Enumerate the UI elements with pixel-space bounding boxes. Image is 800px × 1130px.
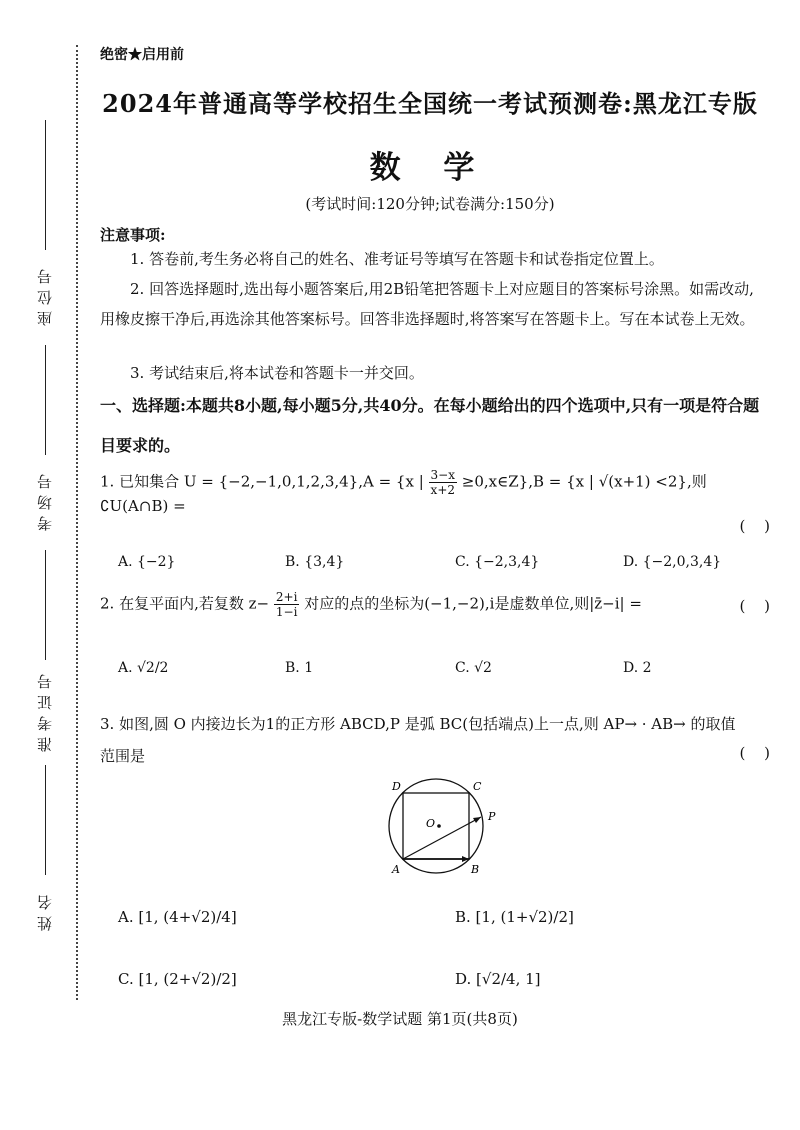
admission-number-label: 准考证号 <box>36 668 54 752</box>
label-o: O <box>426 817 436 830</box>
question-3: 3. 如图,圆 O 内接边长为1的正方形 ABCD,P 是弧 BC(包括端点)上一点,则 AP→ · AB→ 的取值范围是 <box>100 715 736 765</box>
label-a: A <box>392 863 400 876</box>
note-item-3: 3. 考试结束后,将本试卷和答题卡一并交回。 <box>130 364 424 382</box>
q1-frac-num: 3−x <box>430 468 456 482</box>
q3-option-b: B. [1, (1+√2)/2] <box>455 908 574 926</box>
q1-option-a: A. {−2} <box>118 554 176 570</box>
label-b: B <box>471 863 480 876</box>
q2-answer-paren: ( ) <box>739 597 770 615</box>
section-heading: 一、选择题:本题共8小题,每小题5分,共40分。在每小题给出的四个选项中,只有一项是符合题目要求的。 <box>100 396 760 455</box>
q2-option-d: D. 2 <box>623 660 652 676</box>
q2-fraction <box>274 590 300 619</box>
q3-option-a: A. [1, (4+√2)/4] <box>118 908 237 926</box>
exam-room-label: 考场号 <box>36 468 54 532</box>
question-2 <box>100 590 770 619</box>
seat-number-line <box>45 120 46 250</box>
exam-room-line <box>45 345 46 455</box>
exam-time-info: (考试时间:120分钟;试卷满分:150分) <box>305 195 555 213</box>
label-d: D <box>392 780 401 793</box>
q1-option-d: D. {−2,0,3,4} <box>623 554 722 570</box>
q1-fraction <box>429 468 457 497</box>
name-label: 姓名 <box>36 889 54 931</box>
q2-option-c: C. √2 <box>455 660 492 676</box>
q1-prefix: 1. 已知集合 U = {−2,−1,0,1,2,3,4},A = {x | <box>100 472 424 491</box>
q2-suffix: 对应的点的坐标为(−1,−2),i是虚数单位,则|z̄−i| = <box>304 594 642 613</box>
label-c: C <box>473 780 482 793</box>
q2-frac-den: 1−i <box>275 605 298 619</box>
seat-number-label: 座位号 <box>36 263 54 327</box>
q3-option-d: D. [√2/4, 1] <box>455 970 541 988</box>
vector-ap-arrow <box>473 817 481 823</box>
q1-frac-den: x+2 <box>430 483 456 497</box>
q1-option-c: C. {−2,3,4} <box>455 554 540 570</box>
binding-dotted-line <box>76 45 78 1000</box>
q3-option-c: C. [1, (2+√2)/2] <box>118 970 237 988</box>
q2-prefix: 2. 在复平面内,若复数 z− <box>100 594 270 613</box>
q2-frac-num: 2+i <box>275 590 298 604</box>
admission-number-line <box>45 550 46 660</box>
note-item-2: 2. 回答选择题时,选出每小题答案后,用2B铅笔把答题卡上对应题目的答案标号涂黑。如需改动,用橡皮擦干净后,再选涂其他答案标号。回答非选择题时,将答案写在答题卡上。写在本试卷上无效。 <box>100 280 755 328</box>
notes-heading: 注意事项: <box>100 226 166 244</box>
question-1 <box>100 468 770 515</box>
q1-option-b: B. {3,4} <box>285 554 345 570</box>
q1-suffix: ≥0,x∈Z},B = {x | √(x+1) <2},则 ∁U(A∩B) = <box>100 472 707 515</box>
q3-figure <box>380 775 510 880</box>
label-p: P <box>488 810 496 823</box>
q2-option-a: A. √2/2 <box>118 660 169 676</box>
q3-answer-paren: ( ) <box>739 744 770 762</box>
exam-title: 2024年普通高等学校招生全国统一考试预测卷:黑龙江专版 <box>102 89 758 118</box>
confidential-label: 绝密★启用前 <box>100 47 184 63</box>
q2-option-b: B. 1 <box>285 660 314 676</box>
center-point <box>437 824 441 828</box>
page-footer: 黑龙江专版-数学试题 第1页(共8页) <box>282 1010 518 1028</box>
q1-answer-paren: ( ) <box>739 517 770 535</box>
subject-title: 数 学 <box>369 150 491 186</box>
note-item-1: 1. 答卷前,考生务必将自己的姓名、准考证号等填写在答题卡和试卷指定位置上。 <box>130 250 664 268</box>
figure-square <box>403 793 469 859</box>
name-line <box>45 765 46 875</box>
